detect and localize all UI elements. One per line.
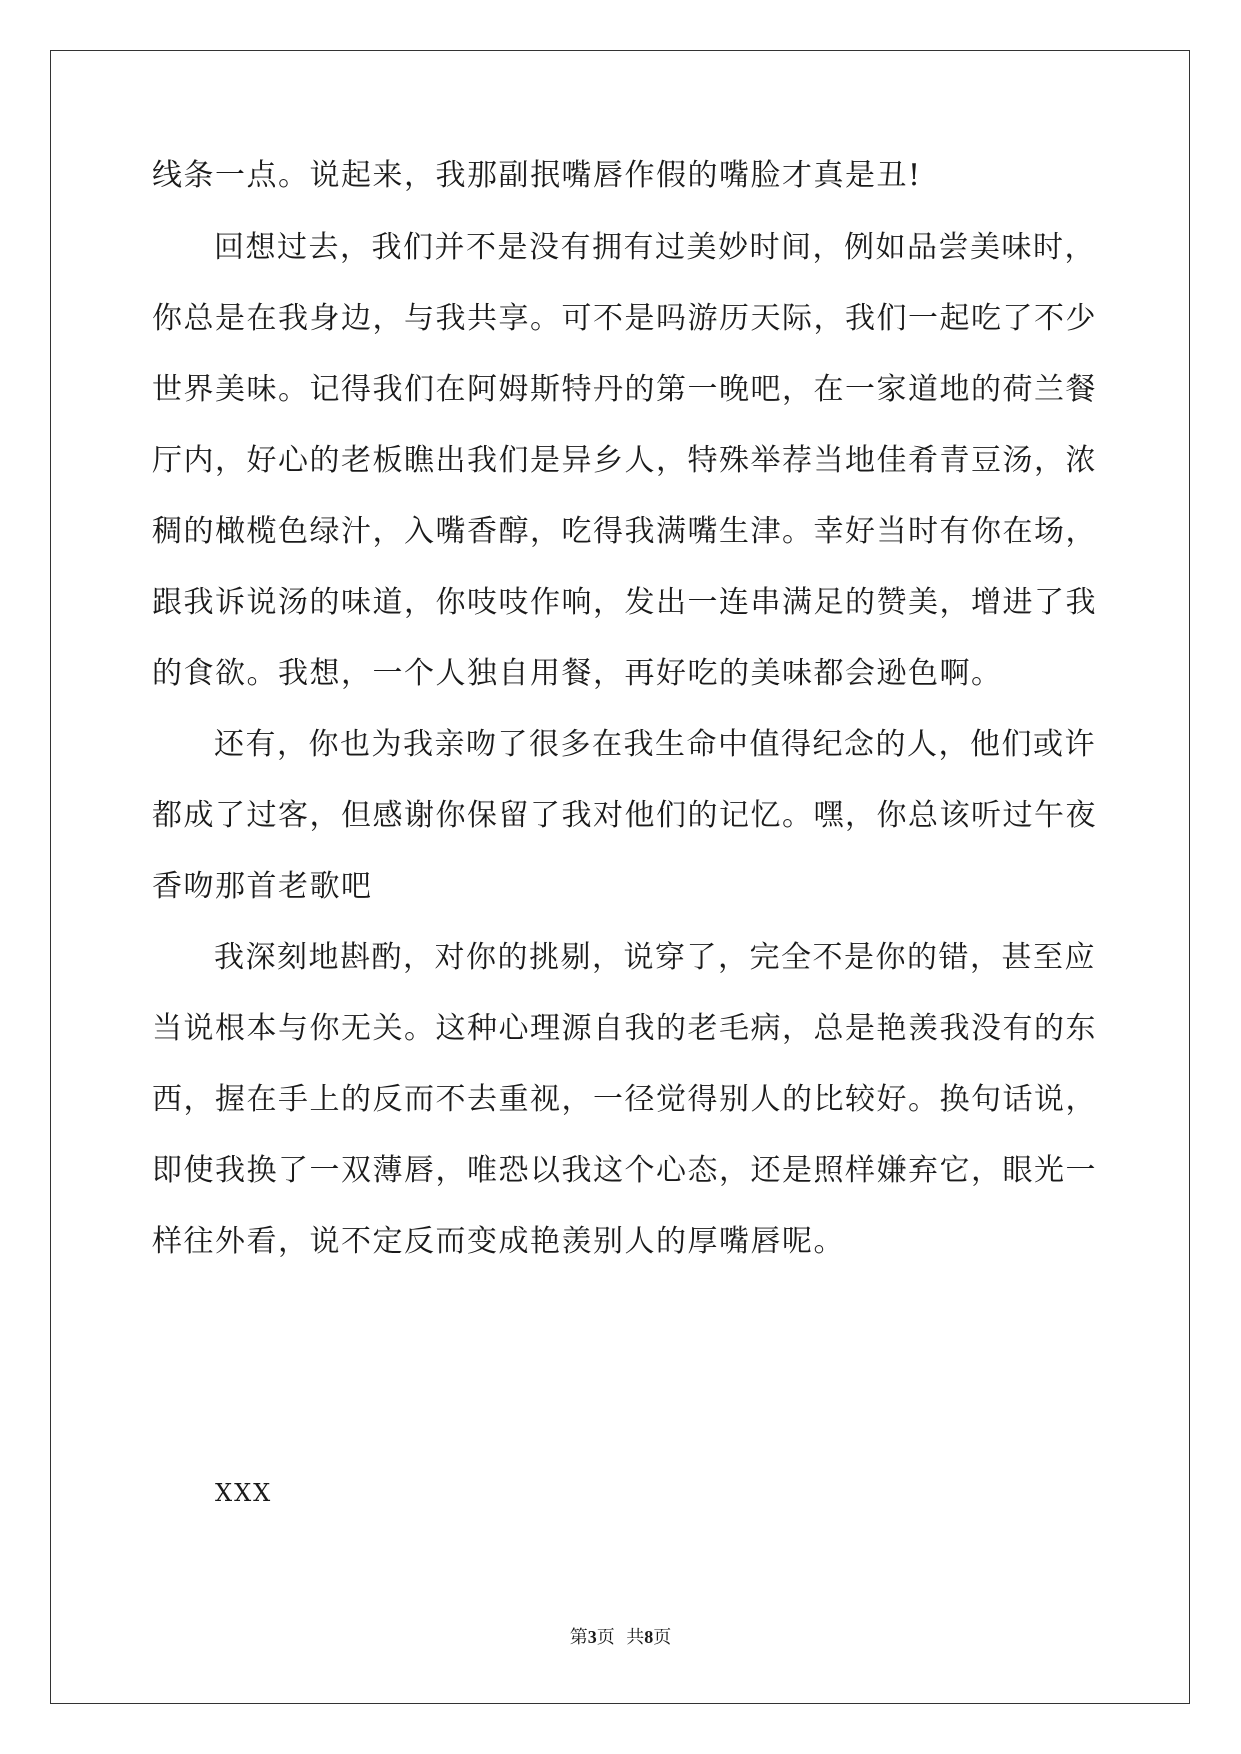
- current-page-number: 3: [587, 1627, 597, 1647]
- footer-suffix: 页: [653, 1627, 672, 1648]
- text-line: 西，握在手上的反而不去重视，一径觉得别人的比较好。换句话说，: [152, 1082, 1097, 1117]
- text-line: 稠的橄榄色绿汁，入嘴香醇，吃得我满嘴生津。幸好当时有你在场，: [152, 514, 1097, 549]
- footer-prefix: 第: [569, 1627, 588, 1648]
- text-line: 的食欲。我想，一个人独自用餐，再好吃的美味都会逊色啊。: [152, 656, 1003, 691]
- text-line: 线条一点。说起来，我那副抿嘴唇作假的嘴脸才真是丑!: [152, 158, 922, 193]
- paragraph-start-line: 我深刻地斟酌，对你的挑剔，说穿了，完全不是你的错，甚至应: [214, 940, 1096, 975]
- paragraph-start-line: 回想过去，我们并不是没有拥有过美妙时间，例如品尝美味时，: [214, 230, 1096, 265]
- text-line: 跟我诉说汤的味道，你吱吱作响，发出一连串满足的赞美，增进了我: [152, 585, 1097, 620]
- footer-middle: 页 共: [596, 1627, 645, 1648]
- text-line: 香吻那首老歌吧: [152, 869, 373, 904]
- page-footer: [0, 1625, 1241, 1650]
- text-line: 世界美味。记得我们在阿姆斯特丹的第一晚吧，在一家道地的荷兰餐: [152, 372, 1097, 407]
- text-line: 即使我换了一双薄唇，唯恐以我这个心态，还是照样嫌弃它，眼光一: [152, 1153, 1097, 1188]
- total-pages-number: 8: [644, 1627, 654, 1647]
- paragraph-start-line: 还有，你也为我亲吻了很多在我生命中值得纪念的人，他们或许: [214, 727, 1096, 762]
- text-line: 厅内，好心的老板瞧出我们是异乡人，特殊举荐当地佳肴青豆汤，浓: [152, 443, 1097, 478]
- text-line: 当说根本与你无关。这种心理源自我的老毛病，总是艳羡我没有的东: [152, 1011, 1097, 1046]
- signature: XXX: [215, 1479, 273, 1507]
- text-line: 你总是在我身边，与我共享。可不是吗游历天际，我们一起吃了不少: [152, 301, 1097, 336]
- text-line: 都成了过客，但感谢你保留了我对他们的记忆。嘿，你总该听过午夜: [152, 798, 1097, 833]
- text-line: 样往外看，说不定反而变成艳羡别人的厚嘴唇呢。: [152, 1224, 845, 1259]
